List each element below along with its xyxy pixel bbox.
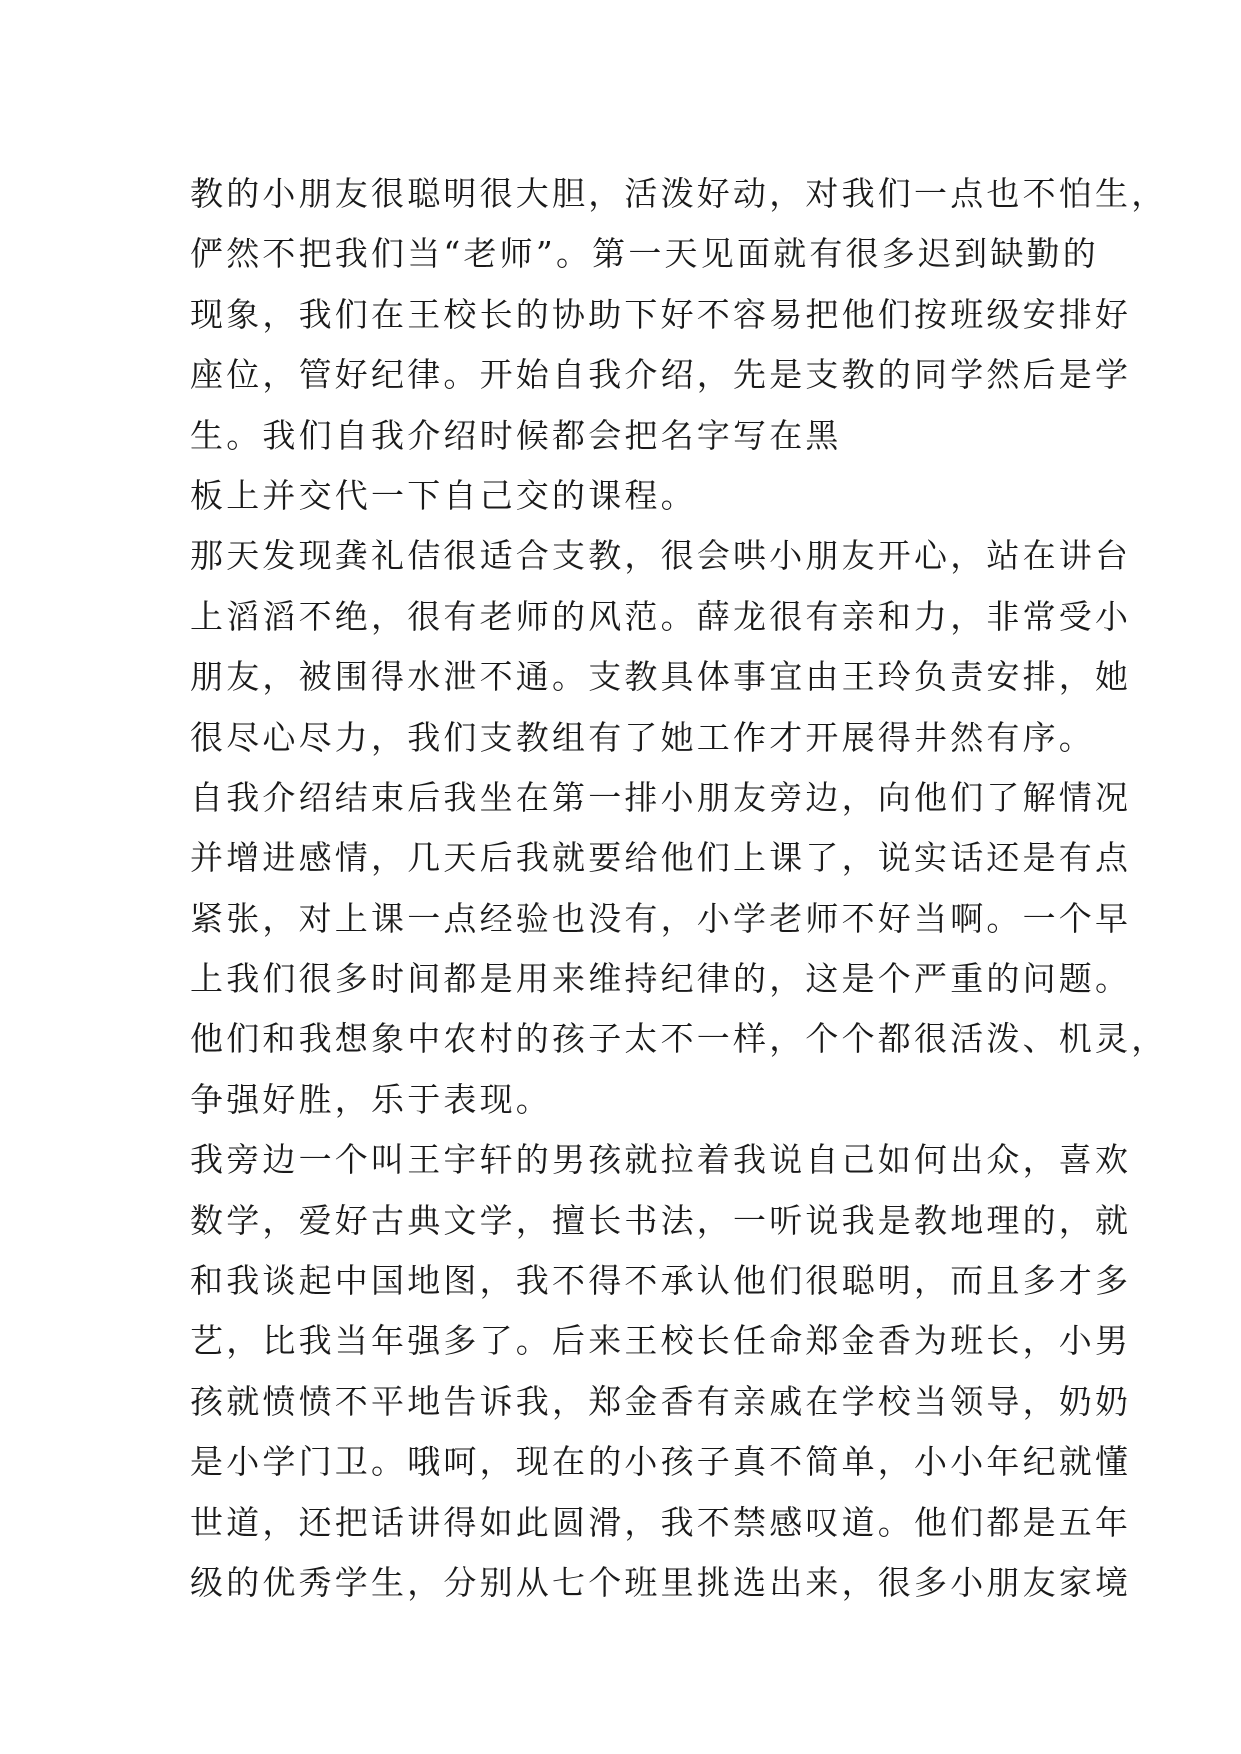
text-line: 教的小朋友很聪明很大胆，活泼好动，对我们一点也不怕生， (190, 174, 1168, 213)
text-line: 数学，爱好古典文学，擅长书法，一听说我是教地理的，就 (190, 1200, 1132, 1240)
body-text (190, 164, 1168, 1613)
text-line: 他们和我想象中农村的孩子太不一样，个个都很活泼、机灵， (190, 1019, 1168, 1059)
text-line: 级的优秀学生，分别从七个班里挑选出来，很多小朋友家境 (190, 1562, 1132, 1602)
text-line: 孩就愤愤不平地告诉我，郑金香有亲戚在学校当领导，奶奶 (190, 1381, 1132, 1421)
text-line: 世道，还把话讲得如此圆滑，我不禁感叹道。他们都是五年 (190, 1502, 1132, 1542)
text-line: 上滔滔不绝，很有老师的风范。薛龙很有亲和力，非常受小 (190, 596, 1132, 636)
text-line: 上我们很多时间都是用来维持纪律的，这是个严重的问题。 (190, 959, 1132, 999)
text-line: 和我谈起中国地图，我不得不承认他们很聪明，而且多才多 (190, 1261, 1132, 1301)
text-line: 艺，比我当年强多了。后来王校长任命郑金香为班长，小男 (190, 1321, 1132, 1361)
text-line: 我旁边一个叫王宇轩的男孩就拉着我说自己如何出众，喜欢 (190, 1140, 1132, 1180)
text-line: 生。我们自我介绍时候都会把名字写在黑 (190, 415, 842, 455)
text-line: 那天发现龚礼佶很适合支教，很会哄小朋友开心，站在讲台 (190, 536, 1132, 576)
text-line: 座位，管好纪律。开始自我介绍，先是支教的同学然后是学 (190, 355, 1132, 395)
text-line: 板上并交代一下自己交的课程。 (190, 475, 697, 515)
text-line: 俨然不把我们当“老师”。第一天见面就有很多迟到缺勤的 (190, 234, 1099, 274)
text-line: 是小学门卫。哦呵，现在的小孩子真不简单，小小年纪就懂 (190, 1442, 1132, 1482)
text-line: 争强好胜，乐于表现。 (190, 1079, 552, 1119)
text-line: 朋友，被围得水泄不通。支教具体事宜由王玲负责安排，她 (190, 657, 1132, 697)
text-line: 紧张，对上课一点经验也没有，小学老师不好当啊。一个早 (190, 898, 1132, 938)
text-line: 自我介绍结束后我坐在第一排小朋友旁边，向他们了解情况 (190, 777, 1132, 817)
text-line: 很尽心尽力，我们支教组有了她工作才开展得井然有序。 (190, 717, 1095, 757)
text-line: 并增进感情，几天后我就要给他们上课了，说实话还是有点 (190, 838, 1132, 878)
text-line: 现象，我们在王校长的协助下好不容易把他们按班级安排好 (190, 294, 1132, 334)
